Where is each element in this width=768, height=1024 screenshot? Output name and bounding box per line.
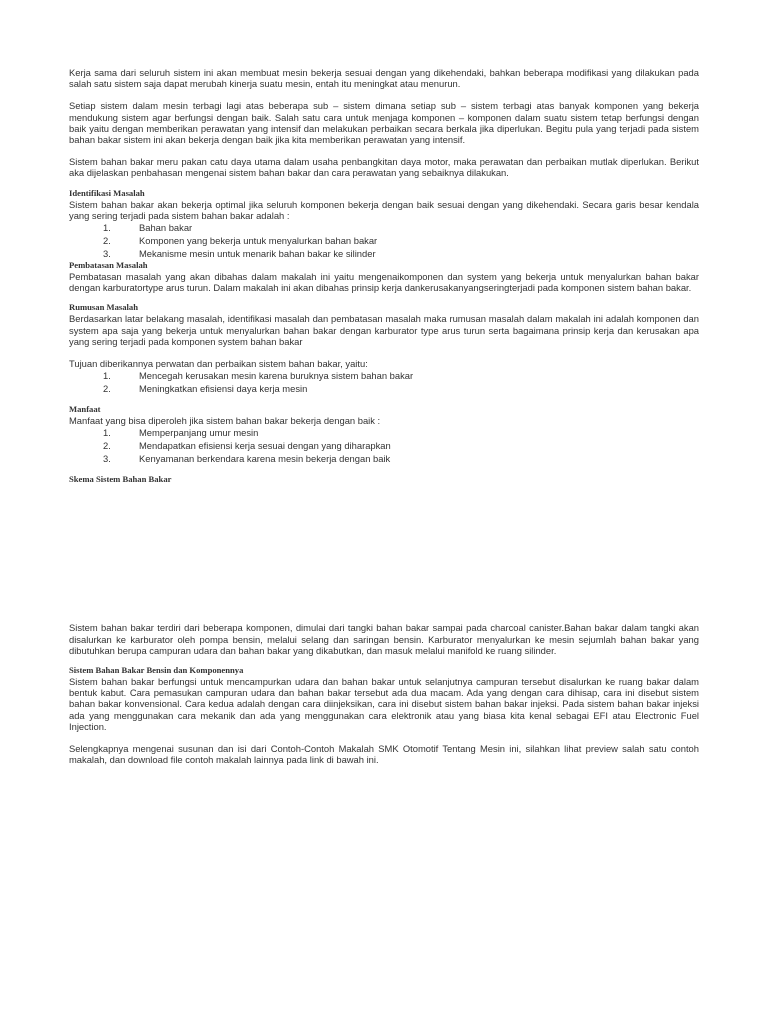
list-number: 3. [103, 453, 111, 465]
tujuan-list [69, 369, 699, 395]
pembatasan-text: Pembatasan masalah yang akan dibahas dalam makalah ini yaitu mengenaikomponen dan system yang bekerja untuk menyalurkan bahan bakar dengan karburatortype arus turun. Dalam makalah ini akan dibahas prinsip kerja dankerusakanyangseringterjadi pada komponen sistem bahan bakar. [69, 271, 699, 294]
list-item [69, 382, 699, 395]
list-item [69, 426, 699, 439]
list-text: Memperpanjang umur mesin [139, 427, 259, 439]
bensin-text: Sistem bahan bakar berfungsi untuk mencampurkan udara dan bahan bakar untuk selanjutnya campuran tersebut disalurkan ke ruang bakar dalam bentuk kabut. Cara pemasukan campuran udara dan bahan bakar tersebut ada dua macam. Ada yang dengan cara dihisap, cara ini disebut sistem bahan bakar konvensional. Cara kedua adalah dengan cara diinjeksikan, cara ini disebut sistem bahan bakar injeksi. Pada sistem bahan bakar injeksi ada yang menggunakan cara mekanik dan ada yang menggunakan cara elektronik atau yang biasa kita kenal sebagai EFI atau Electronic Fuel Injection. [69, 676, 699, 732]
list-item [69, 369, 699, 382]
intro-paragraph-3: Sistem bahan bakar meru pakan catu daya utama dalam usaha penbangkitan daya motor, maka perawatan dan perbaikan mutlak diperlukan. Berikut aka dijelaskan penbahasan mengenai sistem bahan bakar dan cara perawatan yang sebaiknya dilakukan. [69, 156, 699, 179]
list-number: 2. [103, 440, 111, 452]
list-item [69, 439, 699, 452]
rumusan-text: Berdasarkan latar belakang masalah, identifikasi masalah dan pembatasan masalah maka rumusan masalah dalam makalah ini adalah komponen dan system apa saja yang bekerja untuk menyalurkan bahan bakar dengan karburator type arus turun serta bagaimana prinsip kerja dan kerusakan apa yang sering terjadi pada komponen system bahan bakar [69, 313, 699, 347]
skema-diagram-area [69, 485, 699, 622]
list-text: Komponen yang bekerja untuk menyalurkan bahan bakar [139, 235, 378, 247]
tujuan-text: Tujuan diberikannya perwatan dan perbaikan sistem bahan bakar, yaitu: [69, 358, 368, 370]
list-text: Bahan bakar [139, 222, 193, 234]
identifikasi-text: Sistem bahan bakar akan bekerja optimal jika seluruh komponen bekerja dengan baik sesuai dengan yang dikehendaki. Secara garis besar kendala yang sering terjadi pada sistem bahan bakar adalah : [69, 198, 699, 221]
heading-manfaat: Manfaat [69, 404, 101, 415]
list-text: Meningkatkan efisiensi daya kerja mesin [139, 383, 308, 395]
list-number: 2. [103, 383, 111, 395]
identifikasi-list [69, 221, 699, 260]
heading-bensin: Sistem Bahan Bakar Bensin dan Komponennya [69, 665, 244, 676]
list-item [69, 247, 699, 260]
skema-text: Sistem bahan bakar terdiri dari beberapa komponen, dimulai dari tangki bahan bakar sampai pada charcoal canister.Bahan bakar dalam tangki akan disalurkan ke karburator oleh pompa bensin, melalui selang dan saringan bensin. Karburator menyalurkan ke mesin sejumlah bahan bakar yang dibutuhkan berupa campuran udara dan bahan bakar yang dikabutkan, dan masuk melalui manifold ke ruang silinder. [69, 622, 699, 656]
list-item [69, 221, 699, 234]
intro-paragraph-2: Setiap sistem dalam mesin terbagi lagi atas beberapa sub – sistem dimana setiap sub – sistem terbagi atas banyak komponen yang bekerja mendukung sistem agar berfungsi dengan baik. Salah satu cara untuk menjaga komponen – komponen dalam suatu sistem tetap berfungsi dengan baik yaitu dengan memberikan perawatan yang intensif dan melakukan perbaikan secara berkala jika diperlukan. Begitu pula yang terjadi pada sistem bahan bakar sistem ini akan bekerja dengan baik jika kita memberikan perawatan yang intensif. [69, 100, 699, 146]
list-text: Mendapatkan efisiensi kerja sesuai dengan yang diharapkan [139, 440, 391, 452]
document-content [69, 67, 699, 765]
list-number: 1. [103, 222, 111, 234]
list-item [69, 234, 699, 247]
heading-identifikasi: Identifikasi Masalah [69, 187, 145, 198]
list-text: Mekanisme mesin untuk menarik bahan bakar ke silinder [139, 248, 376, 260]
intro-paragraph-1: Kerja sama dari seluruh sistem ini akan membuat mesin bekerja sesuai dengan yang dikehendaki, bahkan beberapa modifikasi yang dilakukan pada salah satu sistem saja dapat merubah kinerja suatu mesin, entah itu meningkat atau menurun. [69, 67, 699, 90]
list-number: 3. [103, 248, 111, 260]
list-item [69, 452, 699, 465]
manfaat-list [69, 426, 699, 465]
list-number: 1. [103, 370, 111, 382]
heading-pembatasan: Pembatasan Masalah [69, 260, 148, 271]
closing-text: Selengkapnya mengenai susunan dan isi dari Contoh-Contoh Makalah SMK Otomotif Tentang Mesin ini, silahkan lihat preview salah satu contoh makalah, dan download file contoh makalah lainnya pada link di bawah ini. [69, 743, 699, 766]
heading-skema: Skema Sistem Bahan Bakar [69, 474, 172, 485]
list-text: Mencegah kerusakan mesin karena buruknya sistem bahan bakar [139, 370, 414, 382]
list-number: 1. [103, 427, 111, 439]
list-text: Kenyamanan berkendara karena mesin bekerja dengan baik [139, 453, 391, 465]
manfaat-text: Manfaat yang bisa diperoleh jika sistem bahan bakar bekerja dengan baik : [69, 415, 381, 427]
list-number: 2. [103, 235, 111, 247]
heading-rumusan: Rumusan Masalah [69, 302, 139, 313]
